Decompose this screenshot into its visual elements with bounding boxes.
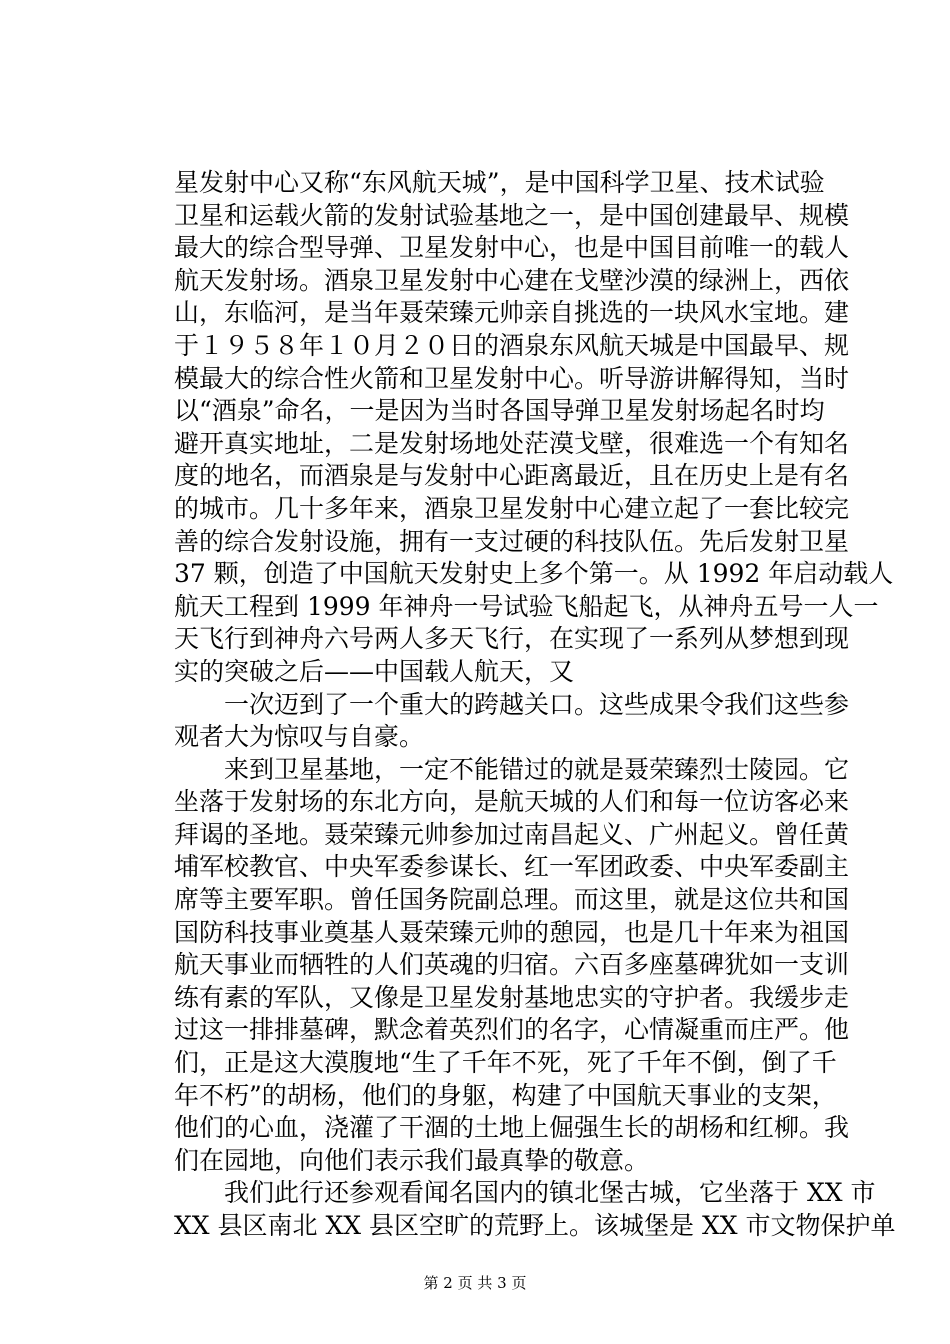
text-line: 们在园地，向他们表示我们最真挚的敬意。 (174, 1145, 650, 1175)
text-line: 们，正是这大漠腹地“生了千年不死，死了千年不倒，倒了千 (174, 1048, 837, 1078)
text-line: 坐落于发射场的东北方向，是航天城的人们和每一位访客必来 (174, 787, 850, 817)
text-line: 最大的综合型导弹、卫星发射中心，也是中国目前唯一的载人 (174, 233, 850, 263)
text-line: 航天发射场。酒泉卫星发射中心建在戈壁沙漠的绿洲上，西依 (174, 265, 850, 295)
text-line: 实的突破之后——中国载人航天，又 (174, 656, 575, 686)
text-line: 来到卫星基地，一定不能错过的就是聂荣臻烈士陵园。它 (174, 754, 850, 784)
text-line: 观者大为惊叹与自豪。 (174, 722, 425, 752)
text-line: 航天工程到 1999 年神舟一号试验飞船起飞，从神舟五号一人一 (174, 591, 879, 621)
text-line: 年不朽”的胡杨，他们的身躯，构建了中国航天事业的支架， (174, 1080, 837, 1110)
body-text (174, 167, 896, 1243)
text-line: 度的地名，而酒泉是与发射中心距离最近，且在历史上是有名 (174, 461, 850, 491)
text-line: 模最大的综合性火箭和卫星发射中心。听导游讲解得知，当时 (174, 363, 850, 393)
text-line: 过这一排排墓碑，默念着英烈们的名字，心情凝重而庄严。他 (174, 1015, 850, 1045)
text-line: 善的综合发射设施，拥有一支过硬的科技队伍。先后发射卫星 (174, 526, 850, 556)
text-line: 航天事业而牺牲的人们英魂的归宿。六百多座墓碑犹如一支训 (174, 950, 850, 980)
text-line: 国防科技事业奠基人聂荣臻元帅的憩园，也是几十年来为祖国 (174, 917, 850, 947)
text-line: 拜谒的圣地。聂荣臻元帅参加过南昌起义、广州起义。曾任黄 (174, 819, 850, 849)
text-line: 一次迈到了一个重大的跨越关口。这些成果令我们这些参 (174, 689, 850, 719)
text-line: 37 颗，创造了中国航天发射史上多个第一。从 1992 年启动载人 (174, 559, 894, 589)
text-line: 以“酒泉”命名，一是因为当时各国导弹卫星发射场起名时均 (174, 396, 825, 426)
text-line: 的城市。几十多年来，酒泉卫星发射中心建立起了一套比较完 (174, 493, 850, 523)
text-line: 于１９５８年１０月２０日的酒泉东风航天城是中国最早、规 (174, 330, 850, 360)
text-line: 我们此行还参观看闻名国内的镇北堡古城，它坐落于 XX 市 (174, 1178, 876, 1208)
page-footer: 第 2 页 共 3 页 (423, 1274, 527, 1292)
text-line: 席等主要军职。曾任国务院副总理。而这里，就是这位共和国 (174, 885, 850, 915)
text-line: 练有素的军队，又像是卫星发射基地忠实的守护者。我缓步走 (174, 982, 850, 1012)
text-line: 卫星和运载火箭的发射试验基地之一，是中国创建最早、规模 (174, 200, 850, 230)
text-line: 星发射中心又称“东风航天城”，是中国科学卫星、技术试验 (174, 168, 825, 197)
text-line: 他们的心血，浇灌了干涸的土地上倔强生长的胡杨和红柳。我 (174, 1113, 850, 1143)
text-line: XX 县区南北 XX 县区空旷的荒野上。该城堡是 XX 市文物保护单 (174, 1211, 896, 1240)
text-line: 山，东临河，是当年聂荣臻元帅亲自挑选的一块风水宝地。建 (174, 298, 850, 328)
text-line: 埔军校教官、中央军委参谋长、红一军团政委、中央军委副主 (174, 852, 850, 882)
text-line: 天飞行到神舟六号两人多天飞行，在实现了一系列从梦想到现 (174, 624, 850, 654)
text-line: 避开真实地址，二是发射场地处茫漠戈壁，很难选一个有知名 (174, 428, 850, 458)
